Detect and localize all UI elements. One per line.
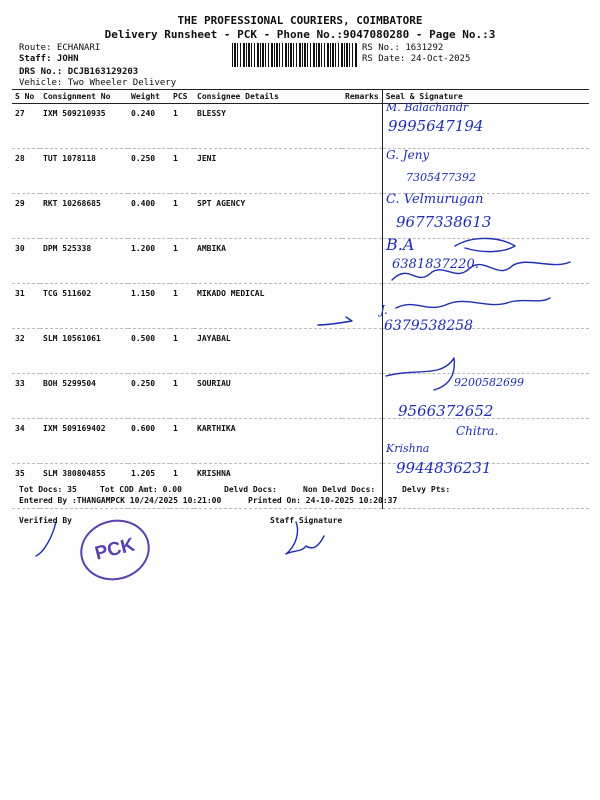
- cell-consignee: SOURIAU: [194, 374, 342, 419]
- cell-weight: 0.250: [128, 149, 170, 194]
- cell-pcs: 1: [170, 149, 194, 194]
- cell-weight: 0.600: [128, 419, 170, 464]
- seal-signature: 9200582699: [454, 376, 524, 389]
- delvd-docs: Delvd Docs:: [224, 485, 277, 494]
- staff-label: Staff: JOHN: [19, 54, 79, 64]
- cell-consignee: MIKADO MEDICAL: [194, 284, 342, 329]
- seal-scribble: [455, 238, 515, 251]
- cell-consignment: TCG 511602: [40, 284, 128, 329]
- seal-signature: 6379538258: [384, 318, 474, 334]
- col-sno: S No: [12, 90, 40, 104]
- entered-by: Entered By :THANGAMPCK 10/24/2025 10:21:00: [19, 496, 222, 505]
- cell-weight: 0.250: [128, 374, 170, 419]
- seal-signature: M. Balachandr: [386, 101, 469, 114]
- cell-weight: 0.400: [128, 194, 170, 239]
- col-consignment: Consignment No: [40, 90, 128, 104]
- col-seal: Seal & Signature: [382, 90, 589, 104]
- drs-number: DRS No.: DCJB163129203: [19, 67, 139, 77]
- cell-consignee: KARTHIKA: [194, 419, 342, 464]
- seal-signature: 6381837220.: [392, 257, 479, 272]
- seal-signature: B.A: [386, 235, 415, 254]
- verified-by-label: Verified By: [19, 516, 72, 525]
- cell-pcs: 1: [170, 284, 194, 329]
- seal-signature: J.: [380, 303, 388, 317]
- tot-docs: Tot Docs: 35: [19, 485, 77, 494]
- seal-signature: Krishna: [386, 442, 430, 455]
- vehicle-label: Vehicle: Two Wheeler Delivery: [19, 78, 177, 88]
- cell-consignment: IXM 509210935: [40, 104, 128, 149]
- seal-signature: 7305477392: [406, 171, 476, 184]
- cell-weight: 1.205: [128, 464, 170, 509]
- cell-pcs: 1: [170, 194, 194, 239]
- rs-date: RS Date: 24-Oct-2025: [362, 54, 471, 64]
- cell-pcs: 1: [170, 464, 194, 509]
- cell-pcs: 1: [170, 239, 194, 284]
- verified-signature: [36, 522, 56, 556]
- runsheet-title: Delivery Runsheet - PCK - Phone No.:9047080280 - Page No.:3: [104, 28, 496, 41]
- delvy-pts: Delvy Pts:: [402, 485, 451, 494]
- cell-sno: 29: [12, 194, 40, 239]
- seal-signature: Chitra.: [456, 424, 499, 438]
- company-title: THE PROFESSIONAL COURIERS, COIMBATORE: [177, 14, 423, 27]
- cell-consignment: TUT 1078118: [40, 149, 128, 194]
- col-remarks: Remarks: [342, 90, 382, 104]
- cell-consignee: AMBIKA: [194, 239, 342, 284]
- pck-stamp: PCK: [74, 512, 156, 587]
- cell-pcs: 1: [170, 374, 194, 419]
- seal-signature: 9566372652: [398, 402, 494, 420]
- seal-scribble: [386, 358, 454, 390]
- cell-weight: 0.240: [128, 104, 170, 149]
- staff-signature-scribble: [286, 522, 324, 554]
- cell-sno: 32: [12, 329, 40, 374]
- cell-consignment: SLM 380804855: [40, 464, 128, 509]
- cell-sno: 34: [12, 419, 40, 464]
- cell-weight: 1.150: [128, 284, 170, 329]
- col-weight: Weight: [128, 90, 170, 104]
- cell-consignee: JAYABAL: [194, 329, 342, 374]
- rs-number: RS No.: 1631292: [362, 43, 444, 53]
- cell-consignee: BLESSY: [194, 104, 342, 149]
- cell-consignment: DPM 525338: [40, 239, 128, 284]
- cell-consignee: KRISHNA: [194, 464, 342, 509]
- cell-pcs: 1: [170, 104, 194, 149]
- cell-consignment: IXM 509169402: [40, 419, 128, 464]
- seal-signature: 9944836231: [396, 459, 492, 477]
- cell-consignee: SPT AGENCY: [194, 194, 342, 239]
- cell-consignment: RKT 10268685: [40, 194, 128, 239]
- seal-signature: G. Jeny: [386, 148, 430, 162]
- cell-sno: 35: [12, 464, 40, 509]
- staff-signature-label: Staff Signature: [270, 516, 343, 525]
- cell-sno: 33: [12, 374, 40, 419]
- cell-pcs: 1: [170, 419, 194, 464]
- route-label: Route: ECHANARI: [19, 43, 101, 53]
- seal-signature: C. Velmurugan: [386, 192, 484, 207]
- non-delvd-docs: Non Delvd Docs:: [303, 485, 376, 494]
- seal-scribble: [396, 298, 550, 308]
- cell-weight: 1.200: [128, 239, 170, 284]
- cell-sno: 28: [12, 149, 40, 194]
- remark-arrow: [318, 317, 352, 325]
- cell-pcs: 1: [170, 329, 194, 374]
- col-pcs: PCS: [170, 90, 194, 104]
- cell-weight: 0.500: [128, 329, 170, 374]
- seal-signature: 9677338613: [396, 213, 492, 231]
- printed-on: Printed On: 24-10-2025 10:20:37: [248, 496, 398, 505]
- cell-sno: 27: [12, 104, 40, 149]
- col-consignee: Consignee Details: [194, 90, 342, 104]
- cell-consignment: SLM 10561061: [40, 329, 128, 374]
- seal-signature: 9995647194: [388, 117, 484, 135]
- cell-sno: 31: [12, 284, 40, 329]
- cell-sno: 30: [12, 239, 40, 284]
- tot-cod: Tot COD Amt: 0.00: [100, 485, 182, 494]
- cell-consignee: JENI: [194, 149, 342, 194]
- cell-consignment: BOH 5299504: [40, 374, 128, 419]
